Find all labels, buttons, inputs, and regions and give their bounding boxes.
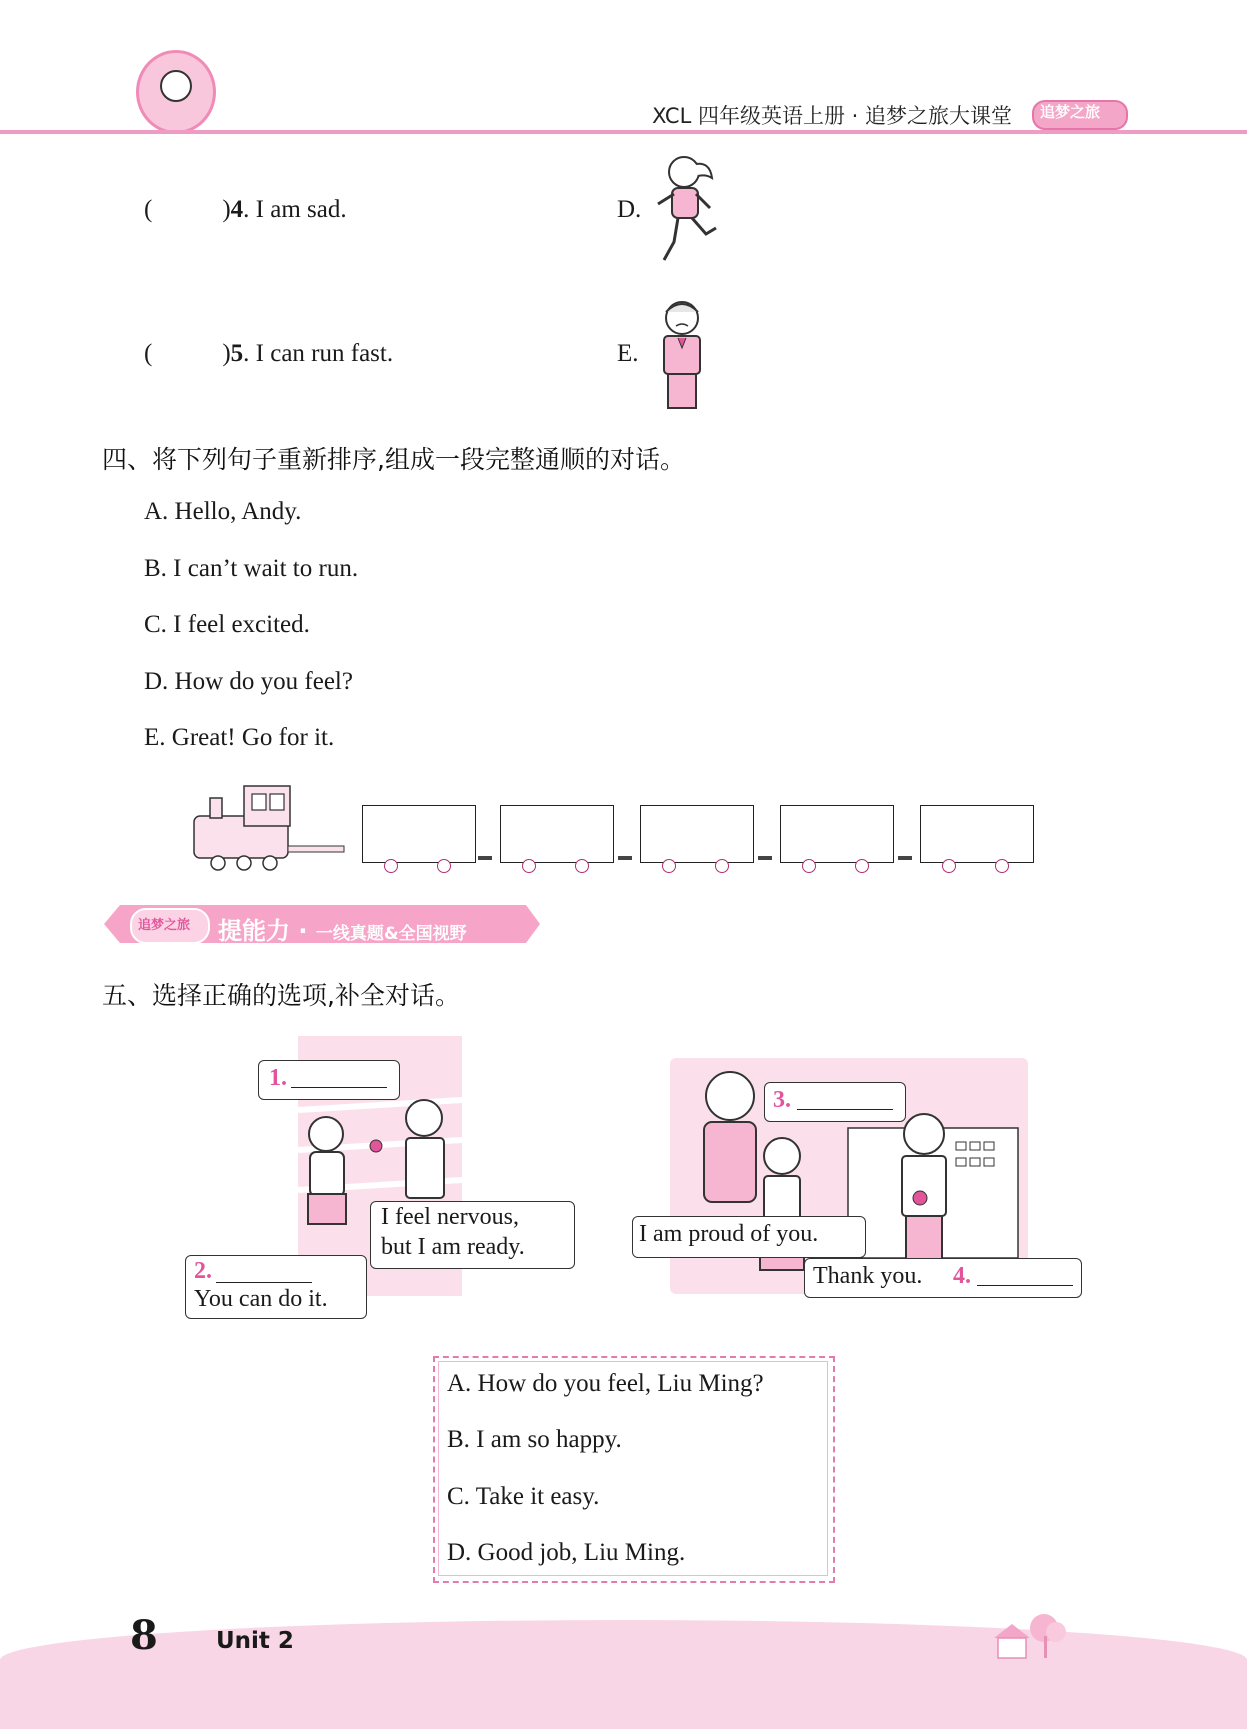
bubble-text-line-2: but I am ready. bbox=[381, 1234, 525, 1260]
coupler bbox=[478, 856, 492, 860]
train-car-answer-3[interactable] bbox=[640, 805, 754, 863]
section-5-option-b: B. I am so happy. bbox=[447, 1426, 622, 1453]
question-4 bbox=[144, 196, 347, 224]
coupler bbox=[758, 856, 772, 860]
section-5-option-a: A. How do you feel, Liu Ming? bbox=[447, 1370, 764, 1397]
bubble-text: You can do it. bbox=[194, 1286, 328, 1312]
question-number: 4 bbox=[230, 196, 244, 223]
train-car-answer-4[interactable] bbox=[780, 805, 894, 863]
coupler bbox=[898, 856, 912, 860]
question-text: . I am sad. bbox=[243, 196, 347, 223]
house-tree-icon bbox=[984, 1612, 1070, 1662]
speech-bubble-proud bbox=[632, 1216, 866, 1258]
answer-blank-4[interactable] bbox=[977, 1285, 1073, 1286]
coupler bbox=[618, 856, 632, 860]
banner-main-text: 提能力 · bbox=[218, 917, 308, 945]
train-car-answer-1[interactable] bbox=[362, 805, 476, 863]
answer-blank-2[interactable] bbox=[216, 1282, 312, 1283]
section-5-option-c: C. Take it easy. bbox=[447, 1483, 600, 1510]
banner-sub-text: 一线真题&全国视野 bbox=[315, 924, 467, 944]
bubble-text-line-1: I feel nervous, bbox=[381, 1204, 519, 1230]
option-letter-e: E. bbox=[617, 340, 639, 367]
paren-close: ) bbox=[222, 196, 231, 223]
sad-boy-illustration bbox=[650, 296, 714, 414]
bubble-number: 1. bbox=[269, 1065, 287, 1091]
header-divider bbox=[0, 130, 1247, 134]
train-car-answer-2[interactable] bbox=[500, 805, 614, 863]
option-letter-d: D. bbox=[617, 196, 642, 223]
paren-open: ( bbox=[144, 196, 153, 223]
bubble-number: 4. bbox=[953, 1263, 971, 1289]
train-car-answer-5[interactable] bbox=[920, 805, 1034, 863]
speech-bubble-3 bbox=[764, 1082, 906, 1122]
question-5 bbox=[144, 340, 393, 368]
unit-label: Unit 2 bbox=[216, 1628, 294, 1654]
bubble-number: 2. bbox=[194, 1258, 212, 1284]
paren-close: ) bbox=[222, 340, 231, 367]
section-4-option-e: E. Great! Go for it. bbox=[144, 724, 335, 751]
brand-text: 追梦之旅 bbox=[1040, 103, 1101, 121]
speech-bubble-1 bbox=[258, 1060, 400, 1100]
answer-blank-3[interactable] bbox=[797, 1109, 893, 1110]
wheel-icon bbox=[995, 859, 1009, 873]
answer-blank-1[interactable] bbox=[291, 1087, 387, 1088]
wheel-icon bbox=[437, 859, 451, 873]
train-engine-illustration bbox=[188, 780, 358, 874]
section-4-option-b: B. I can’t wait to run. bbox=[144, 555, 359, 582]
section-4-option-c: C. I feel excited. bbox=[144, 611, 310, 638]
section-4-option-a: A. Hello, Andy. bbox=[144, 498, 302, 525]
wheel-icon bbox=[522, 859, 536, 873]
wheel-icon bbox=[855, 859, 869, 873]
wheel-icon bbox=[575, 859, 589, 873]
wheel-icon bbox=[942, 859, 956, 873]
mascot-face-icon bbox=[160, 70, 192, 102]
speech-bubble-2 bbox=[185, 1255, 367, 1319]
section-5-heading: 五、选择正确的选项,补全对话。 bbox=[102, 981, 460, 1010]
wheel-icon bbox=[384, 859, 398, 873]
section-5-option-d: D. Good job, Liu Ming. bbox=[447, 1539, 686, 1566]
section-4-heading: 四、将下列句子重新排序,组成一段完整通顺的对话。 bbox=[102, 445, 685, 474]
bubble-text: I am proud of you. bbox=[639, 1221, 819, 1247]
running-girl-illustration bbox=[646, 150, 726, 270]
wheel-icon bbox=[715, 859, 729, 873]
paren-open: ( bbox=[144, 340, 153, 367]
bubble-number: 3. bbox=[773, 1087, 791, 1113]
question-number: 5 bbox=[230, 340, 244, 367]
header-title: XCL 四年级英语上册 · 追梦之旅大课堂 bbox=[652, 104, 1012, 128]
page-number: 8 bbox=[130, 1612, 158, 1659]
section-4-option-d: D. How do you feel? bbox=[144, 668, 353, 695]
speech-bubble-nervous bbox=[370, 1201, 575, 1269]
wheel-icon bbox=[662, 859, 676, 873]
speech-bubble-thanks bbox=[804, 1258, 1082, 1298]
banner-title bbox=[218, 911, 467, 946]
bubble-text: Thank you. bbox=[813, 1263, 923, 1289]
banner-logo-text: 追梦之旅 bbox=[138, 918, 191, 933]
wheel-icon bbox=[802, 859, 816, 873]
question-text: . I can run fast. bbox=[243, 340, 394, 367]
